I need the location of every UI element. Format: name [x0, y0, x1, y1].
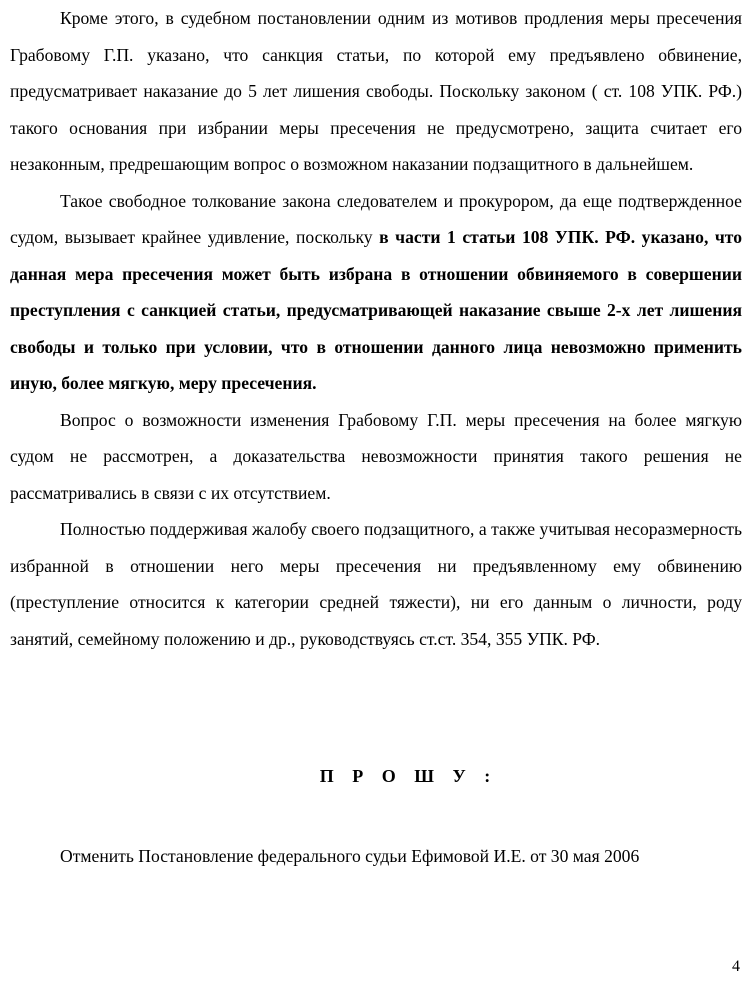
paragraph-3-text: Вопрос о возможности изменения Грабовому Г.П. меры пресечения на более мягкую судом не рассмотрен, а доказательства невозможности принятия такого решения не рассматривались в связи с их отсутствием.: [10, 409, 742, 503]
page-number: 4: [732, 958, 740, 975]
paragraph-1-text: Кроме этого, в судебном постановлении одним из мотивов продления меры пресечения Грабовому Г.П. указано, что санкция статьи, по которой ему предъявлено обвинение, предусматривает наказание до 5 лет лишения свободы. Поскольку законом ( ст. 108 УПК. РФ.) такого основания при избрании меры пресечения не предусмотрено, защита считает его незаконным, предрешающим вопрос о возможном наказании подзащитного в дальнейшем.: [10, 8, 742, 174]
paragraph-4: [10, 511, 742, 657]
paragraph-2: [10, 183, 742, 402]
paragraph-2-bold-text: в части 1 статьи 108 УПК. РФ. указано, что данная мера пресечения может быть избрана в отношении обвиняемого в совершении преступления с санкцией статьи, предусматривающей наказание свыше 2-х лет лишения свободы и только при условии, что в отношении данного лица невозможно применить иную, более мягкую, меру пресечения.: [10, 227, 743, 393]
paragraph-2-text: Такое свободное толкование закона следователем и прокурором, да еще подтвержденное судом, вызывает крайнее удивление, поскольку: [10, 190, 742, 247]
document-body: [10, 0, 742, 657]
request-text: Отменить Постановление федерального судьи Ефимовой И.Е. от 30 мая 2006: [60, 846, 640, 866]
paragraph-4-text: Полностью поддерживая жалобу своего подзащитного, а также учитывая несоразмерность избранной в отношении него меры пресечения ни предъявленному ему обвинению (преступление относится к категории средней тяжести), ни его данным о личности, роду занятий, семейному положению и др., руководствуясь ст.ст. 354, 355 УПК. РФ.: [10, 519, 742, 649]
request-heading: П Р О Ш У :: [319, 766, 491, 786]
paragraph-1: [10, 0, 742, 183]
paragraph-3: [10, 402, 742, 512]
